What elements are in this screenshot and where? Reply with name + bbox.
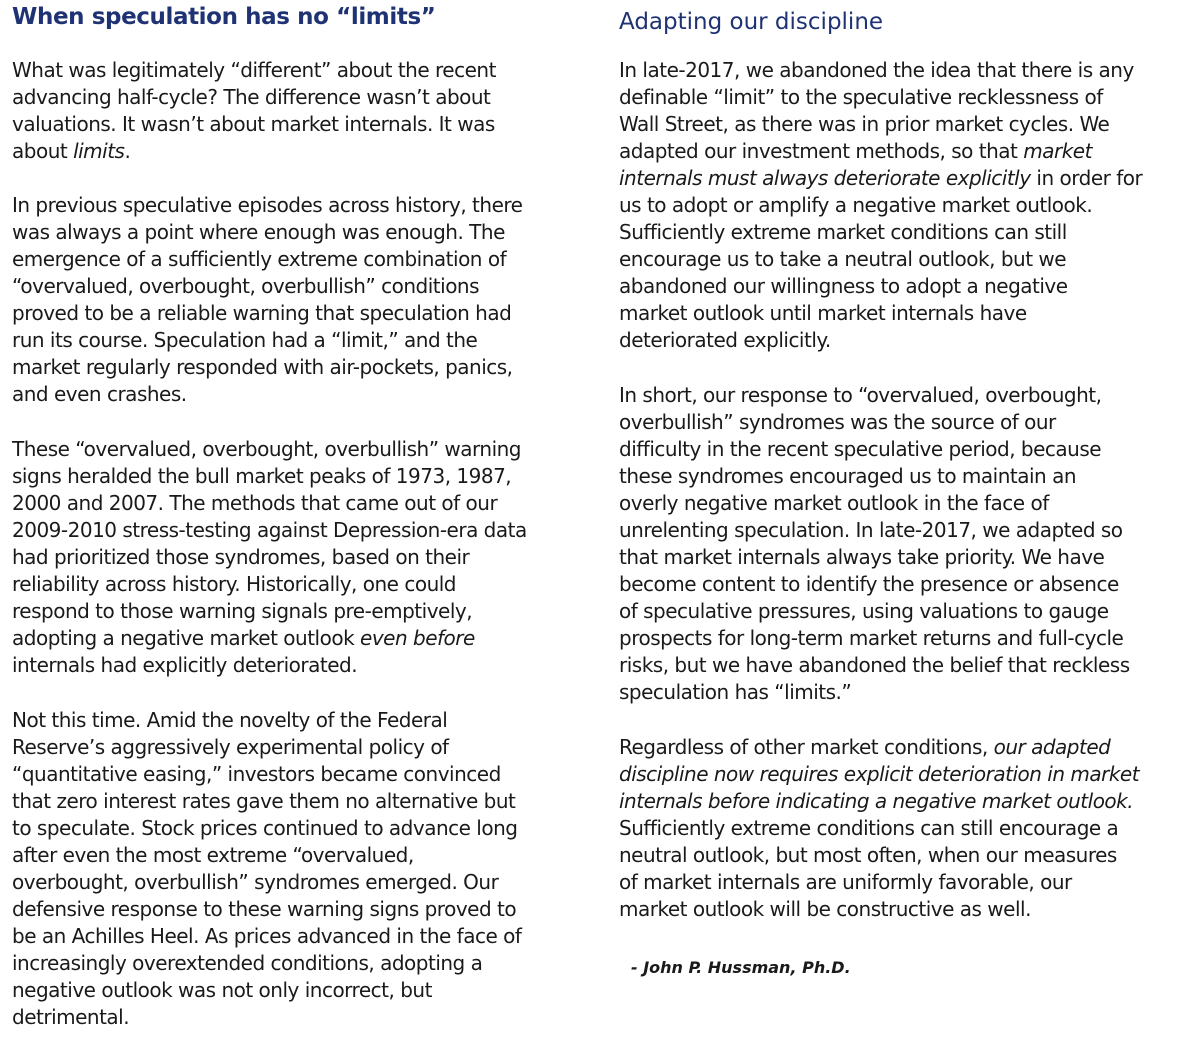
italic-text: internals before indicating a negative market outlook. (619, 789, 1134, 813)
right-heading: Adapting our discipline (619, 9, 884, 35)
text-run: was always a point where enough was enough. The (12, 220, 505, 244)
text-run: adopting a negative market outlook (12, 626, 361, 650)
text-line (12, 598, 527, 625)
text-run: difficulty in the recent speculative period, because (619, 437, 1102, 461)
text-run: market outlook will be constructive as well. (619, 897, 1031, 921)
text-run: about (12, 139, 74, 163)
text-run: unrelenting speculation. In late-2017, we adapted so (619, 518, 1123, 542)
left-paragraph-3 (12, 436, 527, 679)
left-paragraph-1 (12, 57, 496, 165)
text-line (12, 707, 521, 734)
text-line (12, 815, 521, 842)
text-run: run its course. Speculation had a “limit,” and the (12, 328, 478, 352)
text-line (12, 436, 527, 463)
text-run: advancing half-cycle? The difference wasn’t about (12, 85, 491, 109)
text-line (12, 950, 521, 977)
text-run: prospects for long-term market returns and full-cycle (619, 626, 1124, 650)
italic-text: even before (360, 626, 475, 650)
right-paragraph-1 (619, 57, 1142, 354)
text-run: abandoned our willingness to adopt a negative (619, 274, 1068, 298)
text-line (12, 652, 527, 679)
text-run: detrimental. (12, 1005, 130, 1029)
text-line (619, 84, 1142, 111)
text-line (619, 625, 1130, 652)
text-line (12, 246, 522, 273)
text-run: be an Achilles Heel. As prices advanced in the face of (12, 924, 522, 948)
text-run: neutral outlook, but most often, when our measures (619, 843, 1117, 867)
italic-text: discipline now requires explicit deterioration in market (619, 762, 1140, 786)
text-run: internals had explicitly deteriorated. (12, 653, 358, 677)
text-line (12, 463, 527, 490)
text-run: emergence of a sufficiently extreme combination of (12, 247, 507, 271)
text-run: adapted our investment methods, so that (619, 139, 1024, 163)
text-line (619, 273, 1142, 300)
text-run: encourage us to take a neutral outlook, but we (619, 247, 1067, 271)
text-line (619, 842, 1139, 869)
text-run: In previous speculative episodes across history, there (12, 193, 523, 217)
text-run: of market internals are uniformly favorable, our (619, 870, 1072, 894)
text-line (12, 138, 496, 165)
text-run: reliability across history. Historically, one could (12, 572, 457, 596)
text-line (12, 490, 527, 517)
text-run: us to adopt or amplify a negative market outlook. (619, 193, 1093, 217)
text-line (619, 734, 1139, 761)
text-run: 2000 and 2007. The methods that came out of our (12, 491, 498, 515)
text-run: In late-2017, we abandoned the idea that there is any (619, 58, 1134, 82)
text-run: These “overvalued, overbought, overbullish” warning (12, 437, 522, 461)
text-run: negative outlook was not only incorrect, but (12, 978, 432, 1002)
text-line (12, 869, 521, 896)
text-line (619, 788, 1139, 815)
text-run: had prioritized those syndromes, based on their (12, 545, 470, 569)
text-run: overbought, overbullish” syndromes emerged. Our (12, 870, 499, 894)
text-line (12, 300, 522, 327)
text-line (619, 138, 1142, 165)
text-line (619, 598, 1130, 625)
text-run: and even crashes. (12, 382, 187, 406)
left-paragraph-2 (12, 192, 522, 408)
text-line (619, 463, 1130, 490)
text-run: market outlook until market internals have (619, 301, 1027, 325)
text-line (12, 761, 521, 788)
text-line (619, 544, 1130, 571)
text-line (12, 571, 527, 598)
text-line (619, 815, 1139, 842)
text-line (619, 57, 1142, 84)
text-line (12, 354, 522, 381)
text-run: “quantitative easing,” investors became convinced (12, 762, 501, 786)
text-run: in order for (1030, 166, 1143, 190)
text-run: that market internals always take priority. We have (619, 545, 1105, 569)
text-run: overly negative market outlook in the face of (619, 491, 1049, 515)
text-line (619, 436, 1130, 463)
text-line (12, 219, 522, 246)
text-line (619, 679, 1130, 706)
text-line (619, 300, 1142, 327)
text-run: speculation has “limits.” (619, 680, 852, 704)
text-line (619, 165, 1142, 192)
text-line (619, 409, 1130, 436)
text-run: What was legitimately “different” about the recent (12, 58, 496, 82)
text-line (12, 192, 522, 219)
text-run: of speculative pressures, using valuations to gauge (619, 599, 1109, 623)
text-run: become content to identify the presence or absence (619, 572, 1119, 596)
text-line (12, 57, 496, 84)
text-line (12, 842, 521, 869)
text-line (12, 544, 527, 571)
text-line (619, 652, 1130, 679)
text-line (12, 734, 521, 761)
text-line (619, 246, 1142, 273)
text-run: after even the most extreme “overvalued, (12, 843, 414, 867)
text-run: Not this time. Amid the novelty of the Federal (12, 708, 448, 732)
text-run: deteriorated explicitly. (619, 328, 831, 352)
text-line (619, 327, 1142, 354)
text-run: these syndromes encouraged us to maintain an (619, 464, 1077, 488)
text-line (619, 382, 1130, 409)
text-run: to speculate. Stock prices continued to advance long (12, 816, 518, 840)
text-run: 2009-2010 stress-testing against Depression-era data (12, 518, 527, 542)
left-paragraph-4 (12, 707, 521, 1031)
italic-text: market (1023, 139, 1092, 163)
text-line (12, 84, 496, 111)
text-run: overbullish” syndromes was the source of our (619, 410, 1056, 434)
text-run: Regardless of other market conditions, (619, 735, 994, 759)
italic-text: our adapted (993, 735, 1111, 759)
text-line (619, 896, 1139, 923)
text-run: defensive response to these warning signs proved to (12, 897, 517, 921)
text-run: valuations. It wasn’t about market internals. It was (12, 112, 495, 136)
text-run: . (124, 139, 131, 163)
text-line (12, 1004, 521, 1031)
text-run: signs heralded the bull market peaks of 1973, 1987, (12, 464, 512, 488)
text-run: that zero interest rates gave them no alternative but (12, 789, 516, 813)
italic-text: limits (73, 139, 125, 163)
text-run: Sufficiently extreme market conditions can still (619, 220, 1067, 244)
text-run: increasingly overextended conditions, adopting a (12, 951, 483, 975)
text-line (12, 111, 496, 138)
text-line (12, 923, 521, 950)
text-run: respond to those warning signals pre-emptively, (12, 599, 473, 623)
text-run: proved to be a reliable warning that speculation had (12, 301, 512, 325)
text-line (12, 896, 521, 923)
text-run: In short, our response to “overvalued, overbought, (619, 383, 1102, 407)
text-line (619, 192, 1142, 219)
text-run: “overvalued, overbought, overbullish” conditions (12, 274, 480, 298)
text-line (619, 571, 1130, 598)
text-run: Wall Street, as there was in prior market cycles. We (619, 112, 1110, 136)
text-line (12, 381, 522, 408)
text-run: definable “limit” to the speculative recklessness of (619, 85, 1103, 109)
text-line (12, 788, 521, 815)
text-line (619, 490, 1130, 517)
text-run: Sufficiently extreme conditions can still encourage a (619, 816, 1119, 840)
text-line (619, 111, 1142, 138)
text-line (12, 625, 527, 652)
text-line (619, 219, 1142, 246)
right-paragraph-2 (619, 382, 1130, 706)
text-line (619, 761, 1139, 788)
text-line (619, 517, 1130, 544)
text-run: market regularly responded with air-pockets, panics, (12, 355, 513, 379)
text-line (12, 977, 521, 1004)
right-paragraph-3 (619, 734, 1139, 923)
italic-text: internals must always deteriorate explicitly (619, 166, 1031, 190)
text-run: Reserve’s aggressively experimental policy of (12, 735, 449, 759)
text-run: risks, but we have abandoned the belief that reckless (619, 653, 1130, 677)
text-line (12, 517, 527, 544)
text-line (619, 869, 1139, 896)
text-line (12, 273, 522, 300)
left-heading: When speculation has no “limits” (12, 4, 436, 30)
author-signature: - John P. Hussman, Ph.D. (631, 958, 851, 977)
text-line (12, 327, 522, 354)
